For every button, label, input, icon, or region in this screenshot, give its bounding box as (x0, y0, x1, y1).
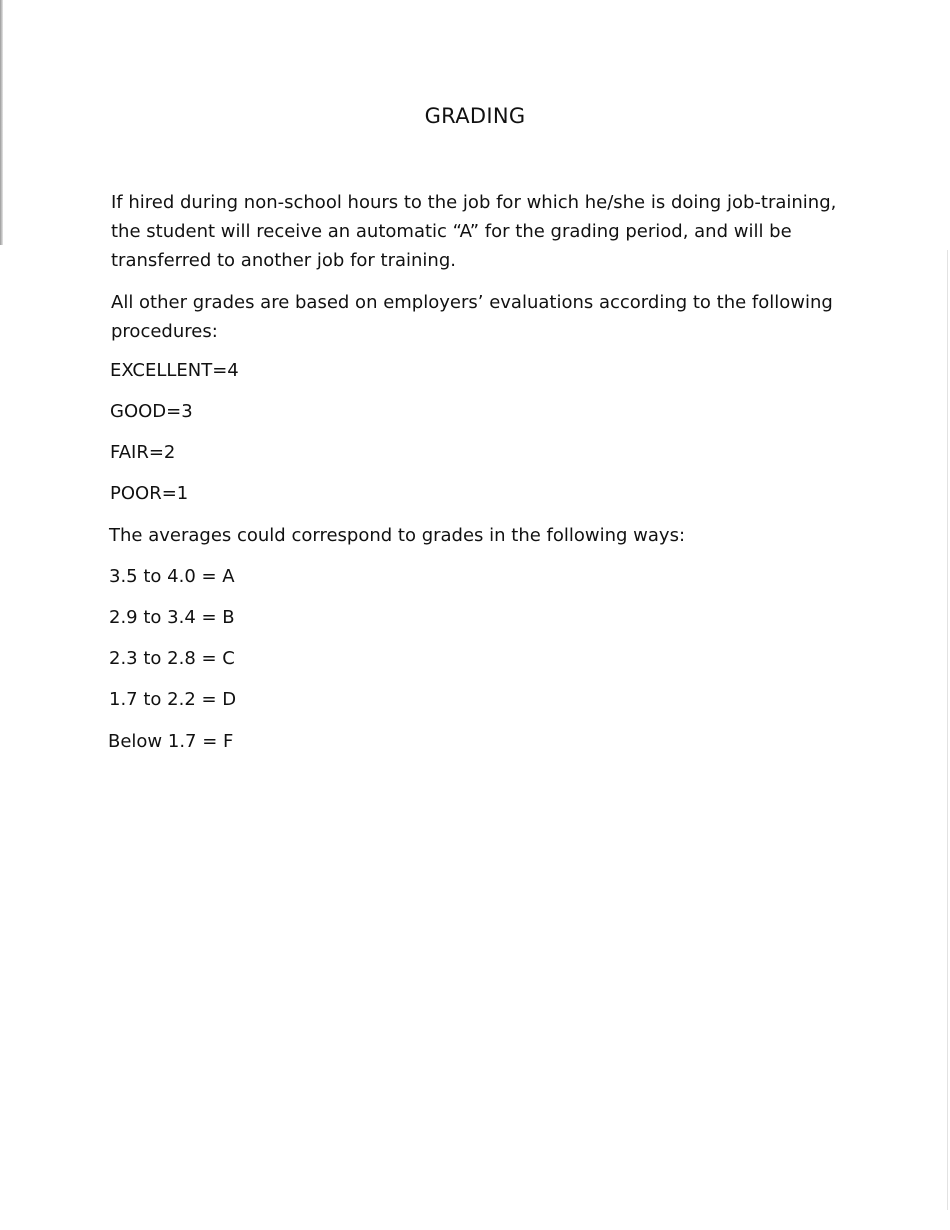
grade-scale-f: Below 1.7 = F (108, 731, 234, 752)
grade-scale-b: 2.9 to 3.4 = B (109, 607, 235, 628)
rating-excellent: EXCELLENT=4 (110, 360, 239, 381)
grade-scale-d: 1.7 to 2.2 = D (109, 689, 237, 710)
paragraph-hired-policy: If hired during non-school hours to the job for which he/she is doing job-training, the student will receive an automatic “A” for the grading period, and will be transferred to another job for training. (111, 192, 837, 271)
scan-edge-right (947, 250, 948, 1210)
grade-scale-a: 3.5 to 4.0 = A (109, 566, 235, 587)
rating-fair: FAIR=2 (110, 442, 176, 463)
rating-good: GOOD=3 (110, 401, 193, 422)
paragraph-evaluation-procedure: All other grades are based on employers’ evaluations according to the following procedures: (111, 292, 833, 342)
averages-intro: The averages could correspond to grades in the following ways: (109, 525, 686, 546)
page-title: GRADING (424, 104, 526, 128)
grade-scale-c: 2.3 to 2.8 = C (109, 648, 235, 669)
rating-poor: POOR=1 (110, 483, 189, 504)
